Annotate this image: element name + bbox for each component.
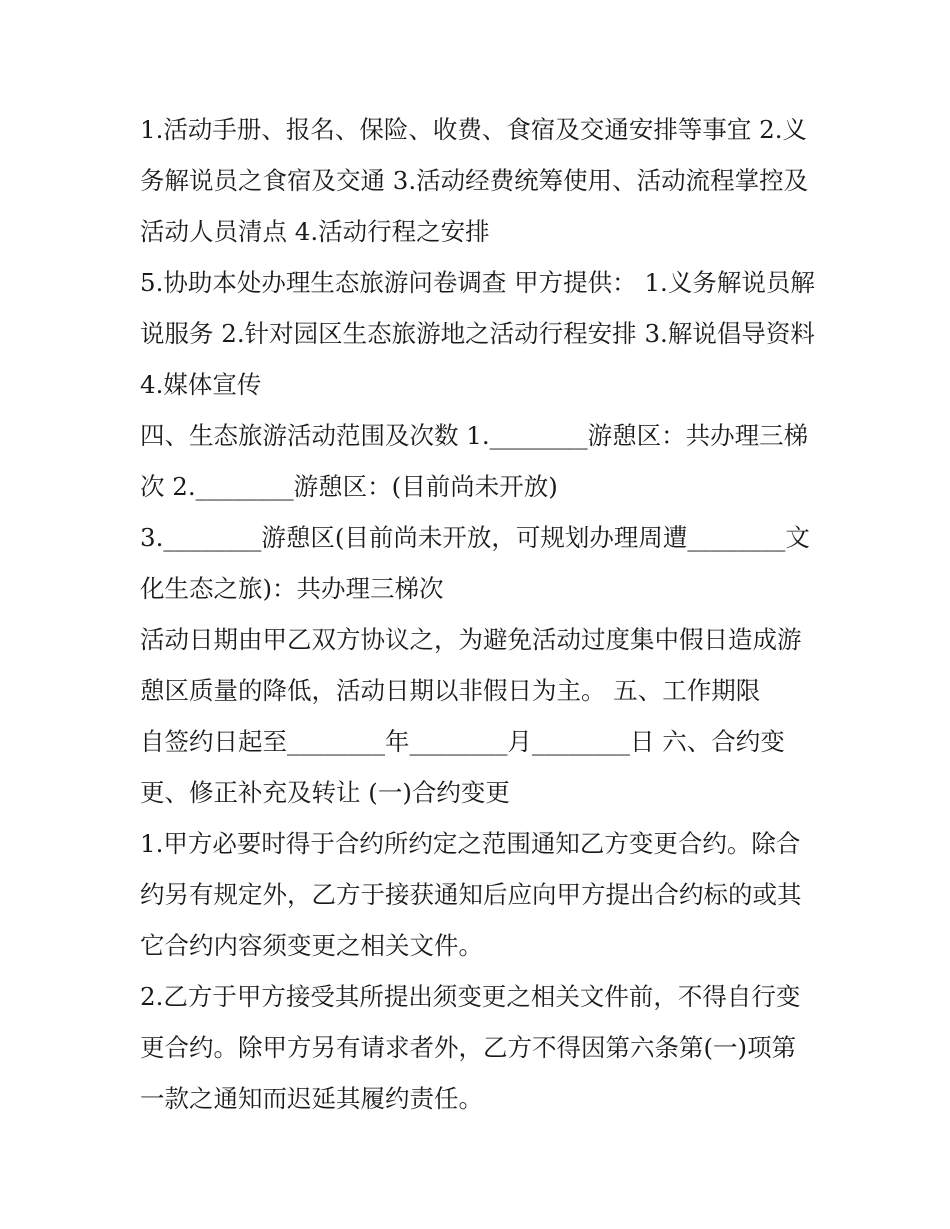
text-line: 四、生态旅游活动范围及次数 1.________游憩区：共办理三梯 <box>140 421 809 450</box>
text-line: 它合约内容须变更之相关文件。 <box>140 931 483 960</box>
text-line: 憩区质量的降低，活动日期以非假日为主。 五、工作期限 <box>140 676 761 705</box>
text-line: 次 2.________游憩区：(目前尚未开放) <box>140 472 558 501</box>
text-line: 一款之通知而迟延其履约责任。 <box>140 1084 483 1113</box>
text-line: 1.活动手册、报名、保险、收费、食宿及交通安排等事宜 2.义 <box>140 115 808 144</box>
text-line: 自签约日起至________年________月________日 六、合约变 <box>140 727 785 756</box>
text-line: 更合约。除甲方另有请求者外，乙方不得因第六条第(一)项第 <box>140 1033 797 1062</box>
text-line: 更、修正补充及转让 (一)合约变更 <box>140 778 510 807</box>
text-line: 务解说员之食宿及交通 3.活动经费统筹使用、活动流程掌控及 <box>140 166 809 195</box>
text-line: 说服务 2.针对园区生态旅游地之活动行程安排 3.解说倡导资料 <box>140 319 815 348</box>
text-line: 活动日期由甲乙双方协议之，为避免活动过度集中假日造成游 <box>140 625 802 654</box>
text-line: 约另有规定外，乙方于接获通知后应向甲方提出合约标的或其 <box>140 880 802 909</box>
text-line: 活动人员清点 4.活动行程之安排 <box>140 217 490 246</box>
text-line: 化生态之旅)：共办理三梯次 <box>140 574 444 603</box>
text-line: 5.协助本处办理生态旅游问卷调查 甲方提供： 1.义务解说员解 <box>140 268 815 297</box>
text-line: 2.乙方于甲方接受其所提出须变更之相关文件前，不得自行变 <box>140 982 801 1011</box>
text-line: 1.甲方必要时得于合约所约定之范围通知乙方变更合约。除合 <box>140 829 801 858</box>
text-line: 3.________游憩区(目前尚未开放，可规划办理周遭________文 <box>140 523 810 552</box>
text-line: 4.媒体宣传 <box>140 370 262 399</box>
document-body <box>140 104 820 1124</box>
